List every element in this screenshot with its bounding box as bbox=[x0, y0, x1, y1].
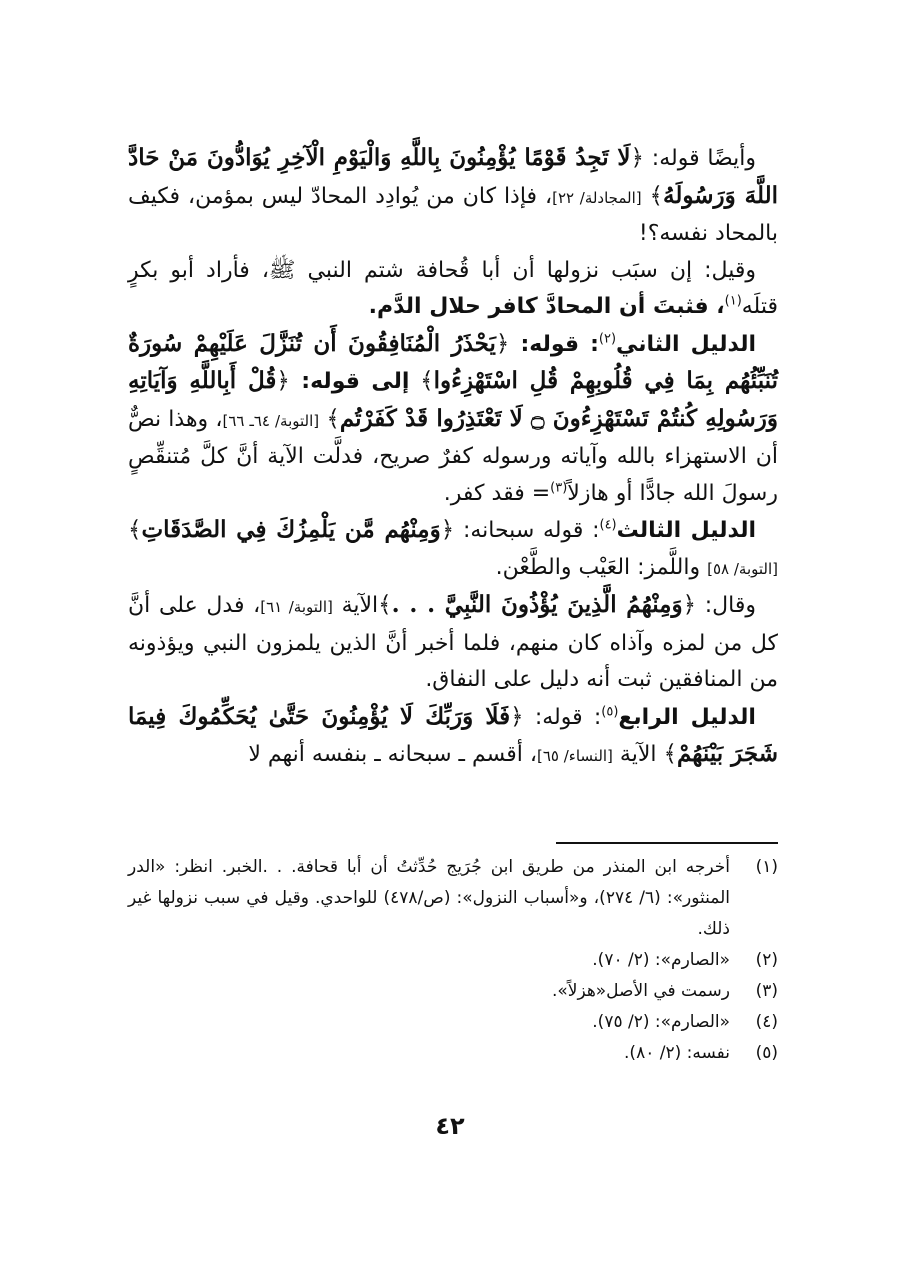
footnote-text: رسمت في الأصل«هزلاً». bbox=[551, 981, 730, 1001]
text-run: وأيضًا قوله: bbox=[644, 146, 756, 171]
footnote-marker: (٥) bbox=[601, 704, 619, 720]
text-run: : قوله: bbox=[523, 704, 602, 730]
footnote-marker: (٤) bbox=[599, 517, 617, 533]
text-run: ، أقسم ـ سبحانه ـ بنفسه أنهم لا bbox=[248, 742, 537, 767]
paragraph-2 bbox=[128, 253, 778, 326]
open-bracket: ﴿ bbox=[495, 330, 510, 357]
section-heading: الدليل الرابع bbox=[618, 704, 756, 730]
open-bracket: ﴿ bbox=[630, 145, 645, 171]
footnote-text: «الصارم»: (٢/ ٧٠). bbox=[592, 950, 730, 970]
footnote-number: (٥) bbox=[755, 1043, 778, 1063]
close-bracket: ﴾ bbox=[420, 368, 434, 394]
section-heading: الدليل الثاني bbox=[616, 331, 757, 357]
footnote-text: نفسه: (٢/ ٨٠). bbox=[624, 1043, 730, 1063]
quran-verse bbox=[128, 516, 454, 543]
open-bracket: ﴿ bbox=[276, 368, 290, 394]
footnotes bbox=[128, 852, 778, 1069]
close-bracket: ﴾ bbox=[378, 592, 392, 618]
section-heading: الدليل الثالث bbox=[616, 518, 756, 543]
footnote-marker: (١) bbox=[724, 293, 742, 309]
paragraph-1 bbox=[128, 140, 778, 253]
footnote-marker: (٢) bbox=[598, 331, 617, 347]
close-bracket: ﴾ bbox=[128, 517, 142, 543]
verse-reference: [التوبة/ ٦١] bbox=[260, 598, 333, 616]
footnote-number: (٣) bbox=[755, 981, 778, 1001]
verse-reference: [النساء/ ٦٥] bbox=[536, 747, 613, 765]
verse-text: قُلْ أَبِاللَّهِ وَآيَاتِهِ وَرَسُولِهِ كُنتُمْ تَسْتَهْزِءُونَ ۝ لَا تَعْتَذِرُوا قَدْ كَفَرْتُم bbox=[128, 367, 778, 432]
verse-reference: [التوبة/ ٥٨] bbox=[707, 559, 778, 578]
verse-reference: [التوبة/ ٦٤ـ ٦٦] bbox=[222, 411, 320, 430]
main-text bbox=[128, 140, 778, 775]
text-run: إلى قوله: bbox=[289, 369, 410, 394]
verse-text: وَمِنْهُمُ الَّذِينَ يُؤْذُونَ النَّبِيَّ . . . bbox=[391, 591, 683, 618]
verse-text: وَمِنْهُم مَّن يَلْمِزُكَ فِي الصَّدَقَاتِ bbox=[141, 516, 441, 543]
text-run: : قوله سبحانه: bbox=[454, 518, 600, 543]
text-run: ، فإذا كان من يُوادِد المحادّ ليس بمؤمن، فكيف بالمحاد نفسه؟! bbox=[128, 183, 778, 246]
footnote-item bbox=[128, 1007, 778, 1038]
paragraph-6 bbox=[128, 699, 778, 775]
close-bracket: ﴾ bbox=[663, 741, 677, 767]
page-number: ٤٢ bbox=[435, 1112, 465, 1140]
footnote-number: (١) bbox=[755, 857, 778, 877]
footnote-number: (٢) bbox=[755, 950, 778, 970]
text-run: واللَّمز: العَيْب والطَّعْن. bbox=[495, 554, 708, 580]
verse-text: فَلَا وَرَبِّكَ لَا يُؤْمِنُونَ حَتَّىٰ يُحَكِّمُوكَ فِيمَا شَجَرَ بَيْنَهُمْ bbox=[128, 702, 778, 767]
verse-reference: [المجادلة/ ٢٢] bbox=[552, 188, 642, 207]
paragraph-4 bbox=[128, 512, 778, 587]
text-run: ، فثبتَ أن المحادَّ كافر حلال الدَّم. bbox=[368, 294, 725, 319]
footnote-item bbox=[128, 976, 778, 1007]
verse-text: لَا تَجِدُ قَوْمًا يُؤْمِنُونَ بِاللَّهِ وَالْيَوْمِ الْآخِرِ يُوَادُّونَ مَنْ حَادَّ اللَّهَ وَرَسُولَهُ bbox=[128, 144, 779, 209]
footnote-item bbox=[128, 945, 778, 976]
footnote-number: (٤) bbox=[755, 1012, 778, 1032]
open-bracket: ﴿ bbox=[510, 703, 524, 730]
footnote-item bbox=[128, 1038, 778, 1069]
text-run: = فقد كفر. bbox=[443, 480, 551, 506]
footnote-divider bbox=[556, 842, 778, 844]
text-run: وقيل: إن سبَب نزولها أن أبا قُحافة شتم النبي ﷺ، فأراد أبو بكرٍ قتلَه bbox=[128, 257, 778, 319]
text-run: الآية bbox=[612, 742, 664, 767]
close-bracket: ﴾ bbox=[649, 182, 664, 209]
open-bracket: ﴿ bbox=[682, 592, 697, 618]
text-run: وقال: bbox=[696, 593, 757, 618]
verse-text: يَحْذَرُ الْمُنَافِقُونَ أَن تُنَزَّلَ عَلَيْهِمْ سُورَةٌ تُنَبِّئُهُم بِمَا فِي قُلُوبِهِمْ قُلِ اسْتَهْزِءُوا bbox=[128, 329, 778, 394]
footnote-item bbox=[128, 852, 778, 945]
footnote-text: أخرجه ابن المنذر من طريق ابن جُرَيج حُدِّثتُ أن أبا قحافة. . .الخبر. انظر: «الدر المنثور»: (٦/ ٢٧٤)، و«أسباب النزول»: (ص/٤٧٨) للواحدي. وقيل في سبب نزولها غير ذلك. bbox=[128, 857, 730, 939]
text-run: : قوله: bbox=[509, 331, 599, 357]
paragraph-3 bbox=[128, 326, 778, 513]
paragraph-5 bbox=[128, 587, 778, 699]
text-run: ، فدل على أنَّ كل من لمزه وآذاه كان منهم، فلما أخبر أنَّ الذين يلمزون النبي ويؤذونه من المنافقين ثبت أنه دليل على النفاق. bbox=[128, 593, 778, 692]
footnote-text: «الصارم»: (٢/ ٧٥). bbox=[592, 1012, 730, 1032]
footnote-marker: (٣) bbox=[550, 480, 568, 496]
open-bracket: ﴿ bbox=[440, 517, 455, 543]
text-run: ، وهذا نصٌّ أن الاستهزاء بالله وآياته ورسوله كفرٌ صريح، فدلَّت الآية أنَّ كلَّ مُتنقِّصٍ رسولَ الله جادًّا أو هازلاً bbox=[128, 406, 778, 506]
close-bracket: ﴾ bbox=[326, 405, 340, 432]
quran-verse bbox=[378, 591, 696, 618]
text-run: الآية bbox=[341, 593, 379, 618]
